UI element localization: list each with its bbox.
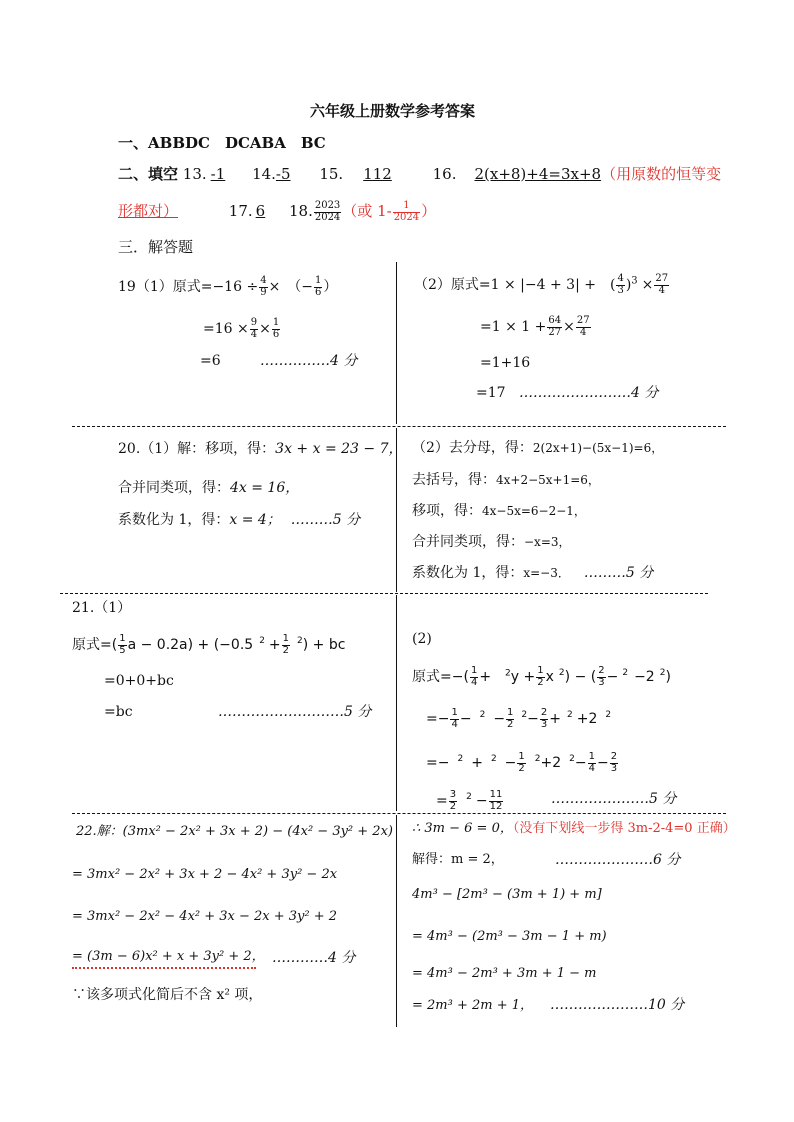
q22-right-line-5: = 4m³ − 2m³ + 3m + 1 − m xyxy=(412,966,597,981)
q19-2-line-4: =17 xyxy=(476,385,506,401)
q22-line-2: = 3mx² − 2x² + 3x + 2 − 4x² + 3y² − 2x xyxy=(72,867,338,882)
fill-in-blank-line-2: 形都对） 17. 6 18. $\frac{2023}{2024}$ （或 1- $\frac{1}{2024}$ ） xyxy=(118,200,437,223)
q21-2-line-1: 原式=−( $\frac{1}{4}$ + $^2$y + $\frac{1}{2}$ x $^2$) − ( $\frac{2}{3}$ − $^2$ −2 $^2$) xyxy=(412,665,671,688)
q17-answer: 6 xyxy=(255,202,266,220)
q21-1-line-3: =bc xyxy=(104,704,133,720)
q16-answer: 2(x+8)+4=3x+8 xyxy=(474,165,602,183)
q22-right-line-4: = 4m³ − (2m³ − 3m − 1 + m) xyxy=(412,929,607,944)
q19-2-line-3: =1+16 xyxy=(480,355,531,371)
q19-2-score: ……………………4 分 xyxy=(519,385,659,401)
q19-1-score: ……………4 分 xyxy=(260,353,358,369)
q20-1-line-3: 系数化为 1，得：x = 4； ………5 分 xyxy=(118,512,361,528)
q20-2-line-3: 移项，得：4x−5x=6−2−1， xyxy=(412,503,586,519)
q14-number: 14. xyxy=(252,165,276,183)
q22-right-line-1: ∴ 3m − 6 = 0，（没有下划线一步得 3m-2-4=0 正确） xyxy=(412,821,736,836)
divider-dashed-3 xyxy=(72,813,726,814)
q18-note: （或 1- xyxy=(342,202,392,220)
q20-2-line-1: （2）去分母，得：2(2x+1)−(5x−1)=6， xyxy=(412,440,664,456)
divider-vertical-q19 xyxy=(396,262,397,424)
q19-1-line-1: 19（1）原式=−16 ÷ $\frac{4}{9}$ × （− $\frac{1}{6}$ ） xyxy=(118,275,338,298)
q22-line-4: = (3m − 6)x² + x + 3y² + 2， xyxy=(72,949,265,964)
q18-note-fraction: $\frac{1}{2024}$ xyxy=(393,200,420,223)
divider-vertical-q20 xyxy=(396,428,397,592)
q21-1-score: ………………………5 分 xyxy=(218,704,372,720)
q20-1-score: ………5 分 xyxy=(290,512,361,528)
q22-red-note: （没有下划线一步得 3m-2-4=0 正确） xyxy=(512,821,736,836)
q21-2-heading: (2) xyxy=(412,631,432,647)
q17-number: 17. xyxy=(228,202,253,220)
q22-line-1: 22.解：(3mx² − 2x² + 3x + 2) − (4x² − 3y² + 2x) xyxy=(76,824,393,839)
q22-score-4: …………4 分 xyxy=(272,950,356,966)
q21-2-score: …………………5 分 xyxy=(551,791,677,807)
red-underline-mark xyxy=(72,964,256,969)
q18-number: 18. xyxy=(288,202,313,220)
q19-2-line-1: （2）原式=1 × |−4 + 3| + ( $\frac{4}{3}$ )$^3$ × $\frac{27}{4}$ xyxy=(414,273,669,296)
q22-line-3: = 3mx² − 2x² − 4x² + 3x − 2x + 3y² + 2 xyxy=(72,909,338,924)
divider-dashed-2 xyxy=(60,593,708,594)
q21-2-line-2: =− $\frac{1}{4}$ − $^2$ − $\frac{1}{2}$ $^2$− $\frac{2}{3}$ + $^2$ +2 $^2$ xyxy=(426,707,612,730)
divider-vertical-q22 xyxy=(396,815,397,1027)
divider-vertical-q21 xyxy=(396,595,397,811)
q13-number: 13. xyxy=(182,165,207,183)
q21-2-line-3: =− $^2$ + $^2$ − $\frac{1}{2}$ $^2$+2 $^2$− $\frac{1}{4}$ − $\frac{2}{3}$ xyxy=(426,751,618,774)
section-3-heading: 三．解答题 xyxy=(118,238,194,256)
q20-2-line-5: 系数化为 1，得：x=−3． ………5 分 xyxy=(412,565,654,581)
q20-2-line-4: 合并同类项，得：−x=3， xyxy=(412,534,571,550)
page-title: 六年级上册数学参考答案 xyxy=(310,102,476,120)
q20-2-score: ………5 分 xyxy=(583,565,654,581)
q20-2-line-2: 去括号，得：4x+2−5x+1=6， xyxy=(412,472,600,488)
q22-score-6: …………………6 分 xyxy=(555,852,681,868)
q16-number: 16. xyxy=(432,165,457,183)
multiple-choice-answers: 一、ABBDC DCABA BC xyxy=(118,134,326,152)
q22-line-5: ∵该多项式化简后不含 x² 项， xyxy=(72,987,263,1003)
q22-score-10: …………………10 分 xyxy=(550,997,685,1013)
divider-dashed-1 xyxy=(72,426,726,427)
q16-note: （用原数的恒等变 xyxy=(601,165,722,183)
q16-note-cont: 形都对） xyxy=(118,202,179,220)
q21-1-line-2: =0+0+bc xyxy=(104,673,174,689)
q19-1-line-3: =6 xyxy=(200,353,221,369)
q22-right-line-2: 解得：m = 2， xyxy=(412,852,504,867)
q20-1-line-2: 合并同类项，得：4x = 16， xyxy=(118,480,300,496)
q18-answer: $\frac{2023}{2024}$ xyxy=(314,200,341,223)
q19-1-line-2: =16 × $\frac{9}{4}$ × $\frac{1}{6}$ xyxy=(203,317,280,340)
q14-answer: -5 xyxy=(275,165,291,183)
q15-number: 15. xyxy=(319,165,344,183)
q21-2-line-4: = $\frac{3}{2}$ $^2$ − $\frac{11}{12}$ xyxy=(436,789,503,812)
q21-1-heading: 21.（1） xyxy=(72,600,132,616)
q20-1-line-1: 20.（1）解：移项，得：3x + x = 23 − 7， xyxy=(118,441,403,457)
fill-in-blank-line-1 xyxy=(118,167,721,182)
q22-right-line-3: 4m³ − [2m³ − (3m + 1) + m] xyxy=(412,887,602,902)
q22-right-line-6: = 2m³ + 2m + 1， xyxy=(412,998,534,1013)
q15-answer: 112 xyxy=(363,165,392,183)
q19-2-line-2: =1 × 1 + $\frac{64}{27}$ × $\frac{27}{4}$ xyxy=(480,315,590,338)
q13-answer: -1 xyxy=(210,165,226,183)
q21-1-line-1: 原式=( $\frac{1}{5}$ a − 0.2a) + (−0.5 $^2$ + $\frac{1}{2}$ $^2$) + bc xyxy=(72,633,346,656)
fill-in-label: 二、填空 xyxy=(118,165,179,183)
